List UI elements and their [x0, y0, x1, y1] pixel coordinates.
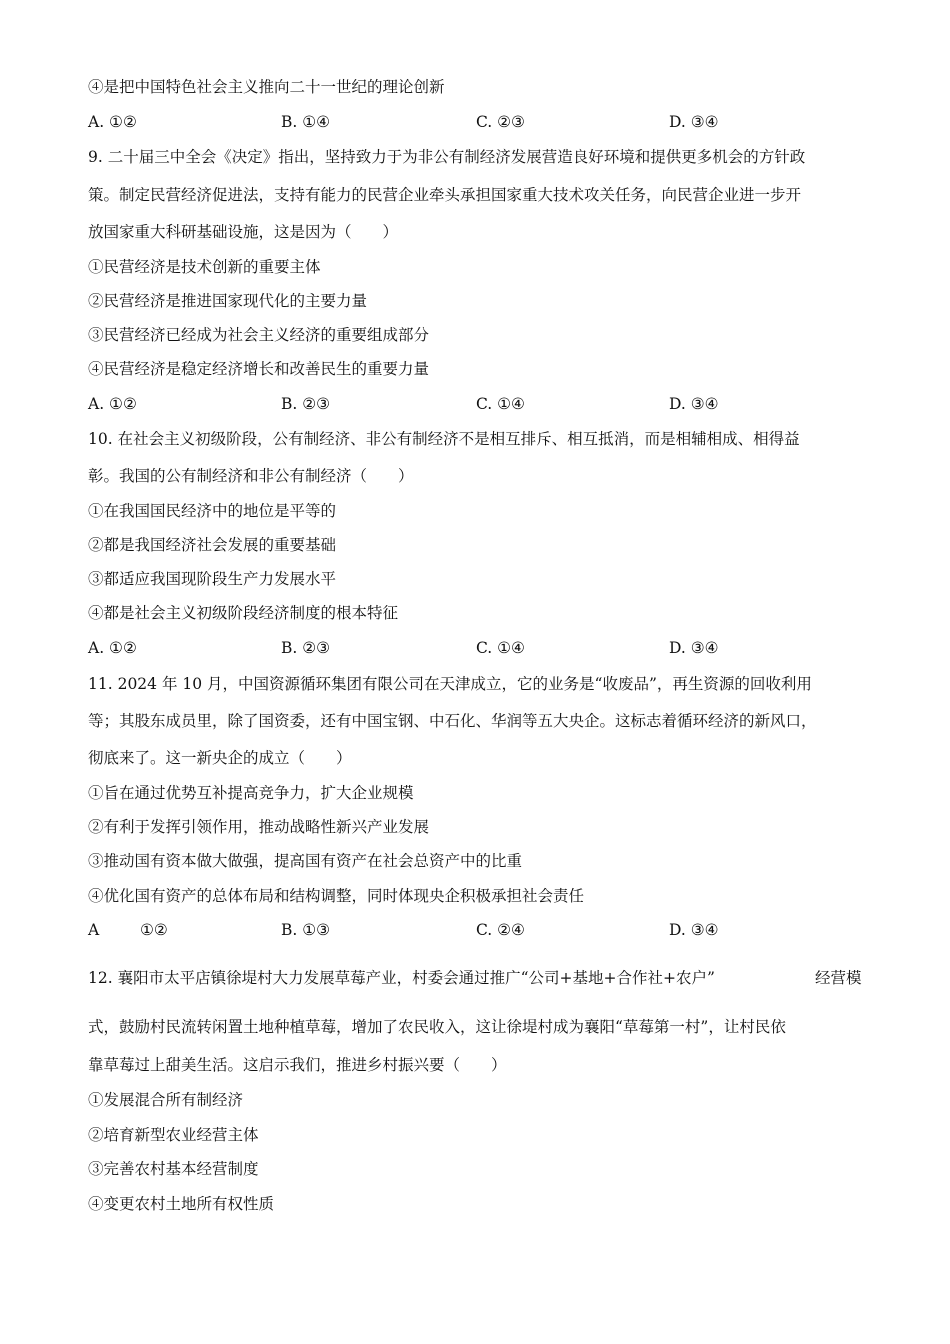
- q10-item-2: ②都是我国经济社会发展的重要基础: [88, 536, 337, 554]
- q11-item-1: ①旨在通过优势互补提高竞争力，扩大企业规模: [88, 784, 414, 802]
- q12-item-4: ④变更农村土地所有权性质: [88, 1195, 275, 1213]
- q10-option-a: A. ①②: [88, 639, 137, 657]
- q9-option-d: D. ③④: [669, 395, 719, 413]
- q9-option-a: A. ①②: [88, 395, 137, 413]
- prev-item-4: ④是把中国特色社会主义推向二十一世纪的理论创新: [88, 78, 445, 96]
- q9-stem-line-1: 9. 二十届三中全会《决定》指出，坚持致力于为非公有制经济发展营造良好环境和提供更多机会的方针政: [88, 148, 806, 166]
- q9-stem-line-3: 放国家重大科研基础设施，这是因为（ ）: [88, 223, 399, 241]
- q11-stem-line-1: 11. 2024 年 10 月，中国资源循环集团有限公司在天津成立，它的业务是“收废品”，再生资源的回收利用: [88, 675, 812, 693]
- q12-stem-line-2: 式，鼓励村民流转闲置土地种植草莓，增加了农民收入，这让徐堤村成为襄阳“草莓第一村”，让村民依: [88, 1018, 786, 1036]
- q11-item-3: ③推动国有资本做大做强，提高国有资产在社会总资产中的比重: [88, 852, 523, 870]
- prev-option-a: A. ①②: [88, 113, 137, 131]
- q11-item-4: ④优化国有资产的总体布局和结构调整，同时体现央企积极承担社会责任: [88, 887, 585, 905]
- q11-stem-line-3: 彻底来了。这一新央企的成立（ ）: [88, 749, 352, 767]
- q12-stem-line-3: 靠草莓过上甜美生活。这启示我们，推进乡村振兴要（ ）: [88, 1056, 507, 1074]
- q12-item-3: ③完善农村基本经营制度: [88, 1160, 259, 1178]
- q10-item-3: ③都适应我国现阶段生产力发展水平: [88, 570, 337, 588]
- q10-option-d: D. ③④: [669, 639, 719, 657]
- q9-item-4: ④民营经济是稳定经济增长和改善民生的重要力量: [88, 360, 430, 378]
- q10-item-4: ④都是社会主义初级阶段经济制度的根本特征: [88, 604, 399, 622]
- q9-item-3: ③民营经济已经成为社会主义经济的重要组成部分: [88, 326, 430, 344]
- q12-item-1: ①发展混合所有制经济: [88, 1091, 244, 1109]
- q10-option-b: B. ②③: [281, 639, 331, 657]
- q12-item-2: ②培育新型农业经营主体: [88, 1126, 259, 1144]
- q10-stem-line-2: 彰。我国的公有制经济和非公有制经济（ ）: [88, 467, 414, 485]
- q9-item-2: ②民营经济是推进国家现代化的主要力量: [88, 292, 368, 310]
- q9-item-1: ①民营经济是技术创新的重要主体: [88, 258, 321, 276]
- q11-option-a-value: ①②: [140, 921, 168, 939]
- q10-stem-line-1: 10. 在社会主义初级阶段，公有制经济、非公有制经济不是相互排斥、相互抵消，而是相辅相成、相得益: [88, 430, 800, 448]
- q11-item-2: ②有利于发挥引领作用，推动战略性新兴产业发展: [88, 818, 430, 836]
- q9-option-b: B. ②③: [281, 395, 331, 413]
- q11-stem-line-2: 等；其股东成员里，除了国资委，还有中国宝钢、中石化、华润等五大央企。这标志着循环经济的新风口，: [88, 712, 817, 730]
- q12-stem-line-1: 12. 襄阳市太平店镇徐堤村大力发展草莓产业，村委会通过推广“公司+基地+合作社+农户”: [88, 969, 715, 987]
- q10-item-1: ①在我国国民经济中的地位是平等的: [88, 502, 337, 520]
- q12-stem-line-1-end: 经营模: [815, 969, 862, 987]
- q11-option-d: D. ③④: [669, 921, 719, 939]
- prev-option-b: B. ①④: [281, 113, 331, 131]
- prev-option-d: D. ③④: [669, 113, 719, 131]
- q9-stem-line-2: 策。制定民营经济促进法，支持有能力的民营企业牵头承担国家重大技术攻关任务，向民营企业进一步开: [88, 186, 802, 204]
- q9-option-c: C. ①④: [476, 395, 525, 413]
- q11-option-b: B. ①③: [281, 921, 331, 939]
- q10-option-c: C. ①④: [476, 639, 525, 657]
- q11-option-a-letter: A: [88, 921, 100, 939]
- prev-option-c: C. ②③: [476, 113, 525, 131]
- q11-option-c: C. ②④: [476, 921, 525, 939]
